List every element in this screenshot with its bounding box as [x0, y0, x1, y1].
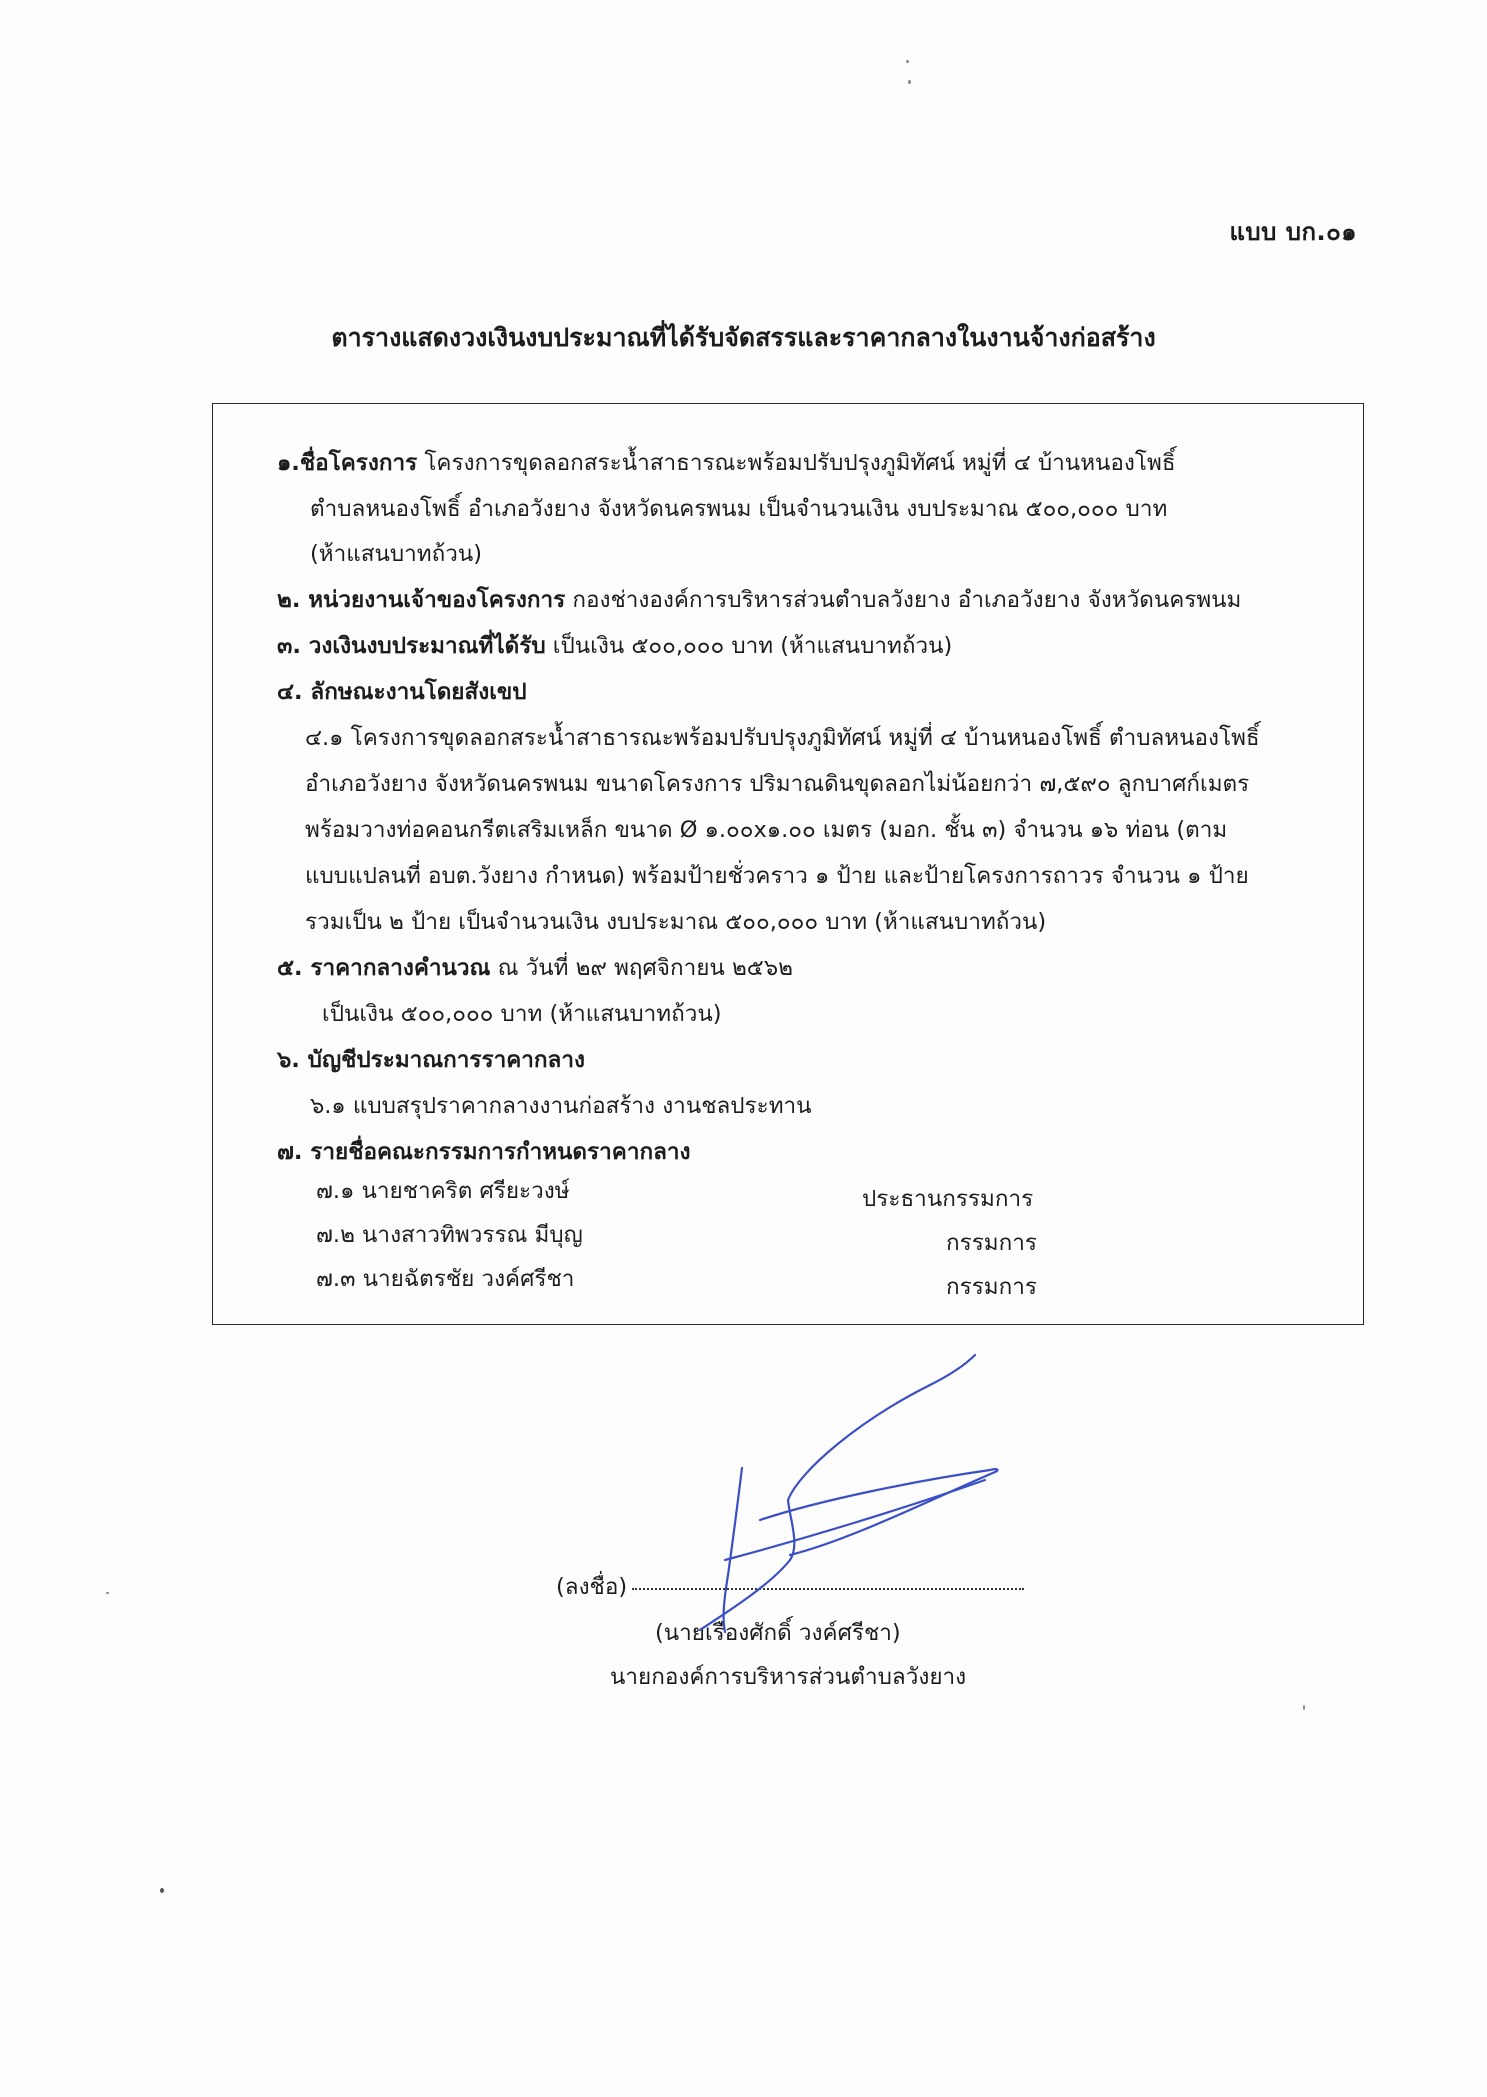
- scan-speck: [1303, 1705, 1305, 1710]
- signer-position: นายกองค์การบริหารส่วนตำบลวังยาง: [610, 1664, 967, 1690]
- scan-speck: [160, 1888, 164, 1893]
- item5-line2: เป็นเงิน ๕๐๐,๐๐๐ บาท (ห้าแสนบาทถ้วน): [322, 1001, 722, 1027]
- item4-label: [277, 681, 527, 704]
- item6-line1: ๖.๑ แบบสรุปราคากลางงานก่อสร้าง งานชลประทาน: [310, 1093, 812, 1119]
- committee-member-role: กรรมการ: [946, 1274, 1037, 1300]
- item6-label: [277, 1049, 585, 1072]
- document-title: ตารางแสดงวงเงินงบประมาณที่ได้รับจัดสรรและราคากลางในงานจ้างก่อสร้าง: [331, 323, 1156, 352]
- signer-name: (นายเรืองศักดิ์ วงค์ศรีชา): [655, 1620, 901, 1646]
- committee-member-role: กรรมการ: [946, 1230, 1037, 1256]
- item5-text: ณ วันที่ ๒๙ พฤศจิกายน ๒๕๖๒: [497, 955, 793, 981]
- sign-label: (ลงชื่อ): [556, 1574, 628, 1600]
- committee-member-name: ๗.๑ นายชาคริต ศรียะวงษ์: [316, 1178, 570, 1204]
- item1-line1: [277, 452, 1176, 475]
- item2-line: [277, 589, 1241, 612]
- committee-member-role: ประธานกรรมการ: [862, 1186, 1034, 1212]
- item3-text: เป็นเงิน ๕๐๐,๐๐๐ บาท (ห้าแสนบาทถ้วน): [552, 633, 953, 659]
- item7-label: [277, 1141, 690, 1164]
- scan-speck: [908, 80, 911, 84]
- item4-line3: พร้อมวางท่อคอนกรีตเสริมเหล็ก ขนาด Ø ๑.๐๐x๑.๐๐ เมตร (มอก. ชั้น ๓) จำนวน ๑๖ ท่อน (ตาม: [305, 817, 1228, 843]
- item1-line2: ตำบลหนองโพธิ์ อำเภอวังยาง จังหวัดนครพนม เป็นจำนวนเงิน งบประมาณ ๕๐๐,๐๐๐ บาท: [310, 496, 1168, 522]
- signature-line: [632, 1588, 1024, 1590]
- committee-member-name: ๗.๓ นายฉัตรชัย วงค์ศรีชา: [316, 1266, 575, 1292]
- committee-member-name: ๗.๒ นางสาวทิพวรรณ มีบุญ: [316, 1222, 583, 1248]
- item4-line5: รวมเป็น ๒ ป้าย เป็นจำนวนเงิน งบประมาณ ๕๐๐,๐๐๐ บาท (ห้าแสนบาทถ้วน): [305, 909, 1047, 935]
- item6-label-text: ๖. บัญชีประมาณการราคากลาง: [277, 1047, 585, 1073]
- item3-label: ๓. วงเงินงบประมาณที่ได้รับ: [277, 633, 546, 659]
- item1-text: โครงการขุดลอกสระน้ำสาธารณะพร้อมปรับปรุงภูมิทัศน์ หมู่ที่ ๔ บ้านหนองโพธิ์: [424, 450, 1176, 476]
- item4-label-text: ๔. ลักษณะงานโดยสังเขป: [277, 679, 527, 705]
- item5-line1: [277, 957, 793, 980]
- item4-line2: อำเภอวังยาง จังหวัดนครพนม ขนาดโครงการ ปริมาณดินขุดลอกไม่น้อยกว่า ๗,๕๙๐ ลูกบาศก์เมตร: [305, 771, 1250, 797]
- item2-text: กองช่างองค์การบริหารส่วนตำบลวังยาง อำเภอวังยาง จังหวัดนครพนม: [572, 587, 1242, 613]
- form-code: แบบ บก.๐๑: [1229, 218, 1357, 246]
- scan-speck: [106, 1592, 109, 1594]
- item4-line1: ๔.๑ โครงการขุดลอกสระน้ำสาธารณะพร้อมปรับปรุงภูมิทัศน์ หมู่ที่ ๔ บ้านหนองโพธิ์ ตำบลหนองโพธิ์: [305, 725, 1260, 751]
- item1-line3: (ห้าแสนบาทถ้วน): [310, 541, 483, 567]
- item1-label: ๑.ชื่อโครงการ: [277, 450, 418, 476]
- scan-speck: [906, 60, 909, 63]
- item3-line: [277, 635, 952, 658]
- item7-label-text: ๗. รายชื่อคณะกรรมการกำหนดราคากลาง: [277, 1139, 691, 1165]
- item2-label: ๒. หน่วยงานเจ้าของโครงการ: [277, 587, 566, 613]
- item4-line4: แบบแปลนที่ อบต.วังยาง กำหนด) พร้อมป้ายชั่วคราว ๑ ป้าย และป้ายโครงการถาวร จำนวน ๑ ป้าย: [305, 863, 1249, 889]
- item5-label: ๕. ราคากลางคำนวณ: [277, 955, 491, 981]
